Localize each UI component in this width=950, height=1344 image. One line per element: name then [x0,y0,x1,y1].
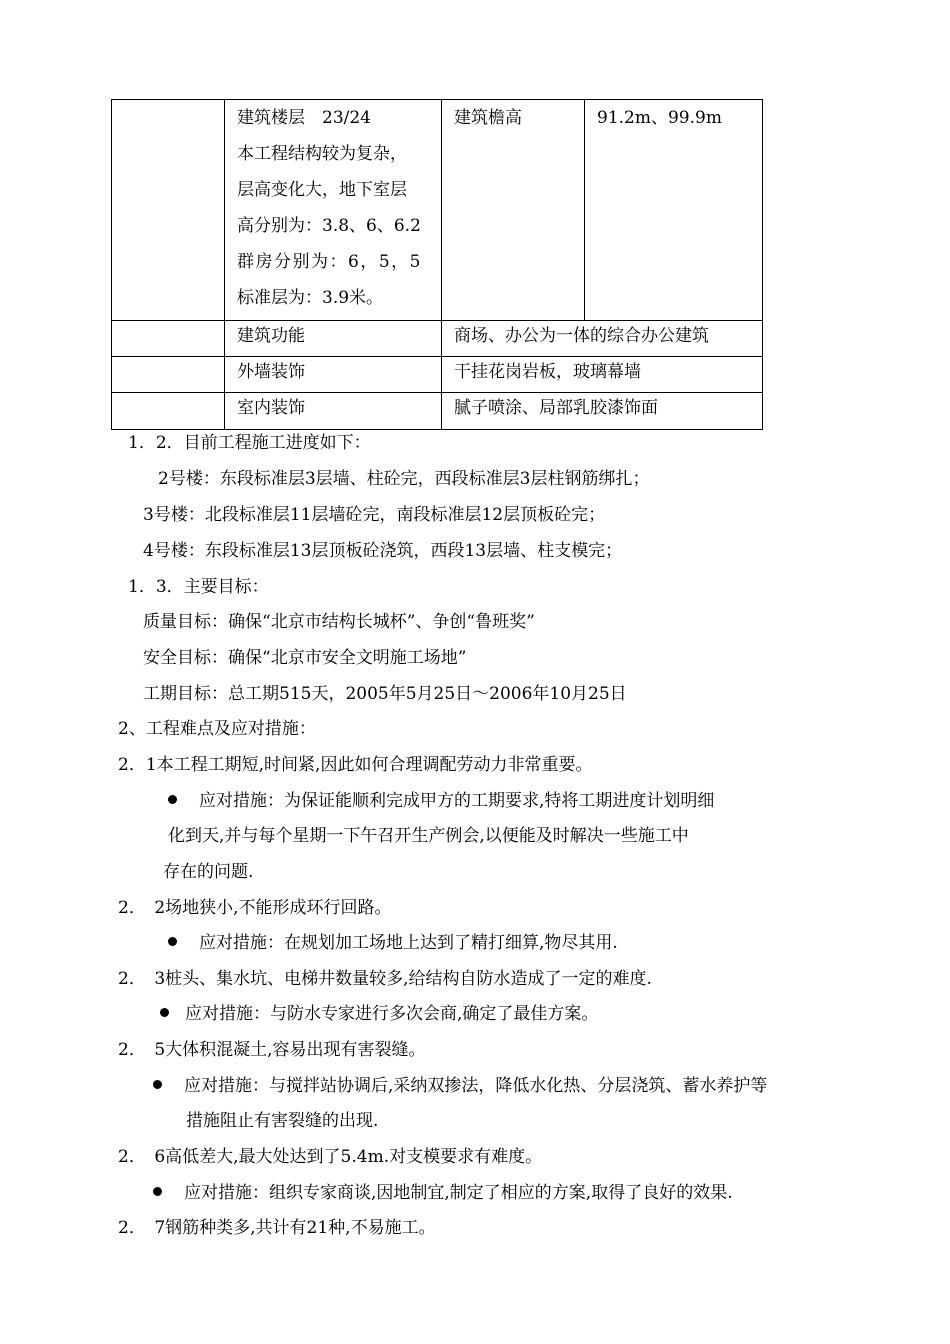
table-cell-empty [112,357,225,393]
section-2-heading: 2、工程难点及应对措施： [118,719,316,739]
measure-2-2-text: 应对措施：在规划加工场地上达到了精打细算,物尽其用. [199,933,618,953]
progress-building-3: 3号楼：北段标准层11层墙砼完，南段标准层12层顶板砼完； [143,505,606,525]
function-label: 建筑功能 [225,321,442,357]
table-cell-empty [112,393,225,430]
floors-cell [225,100,442,321]
bullet-icon [168,937,177,946]
table-cell-empty [112,321,225,357]
difficulty-2-7: 2． 7钢筋种类多,共计有21种,不易施工。 [118,1218,436,1238]
table-row [112,357,763,393]
table-row [112,393,763,430]
difficulty-2-1: 2．1本工程工期短,时间紧,因此如何合理调配劳动力非常重要。 [118,755,593,775]
measure-2-6 [153,1181,733,1205]
quality-goal: 质量目标：确保“北京市结构长城杯”、争创“鲁班奖” [143,612,535,632]
facade-label: 外墙装饰 [225,357,442,393]
measure-2-5 [153,1074,767,1098]
bullet-icon [153,1187,162,1196]
bullet-icon [153,1080,162,1089]
difficulty-2-5: 2． 5大体积混凝土,容易出现有害裂缝。 [118,1040,426,1060]
facade-value: 干挂花岗岩板，玻璃幕墙 [442,357,763,393]
measure-2-1-cont-2: 存在的问题. [163,862,254,882]
difficulty-2-2: 2． 2场地狭小,不能形成环行回路。 [118,898,392,918]
height-value: 91.2m、99.9m [585,100,763,321]
table-row [112,321,763,357]
difficulty-2-3: 2． 3桩头、集水坑、电梯井数量较多,给结构自防水造成了一定的难度. [118,969,652,989]
table-row [112,100,763,321]
schedule-goal: 工期目标：总工期515天，2005年5月25日～2006年10月25日 [143,684,627,704]
measure-2-1-text: 应对措施：为保证能顺利完成甲方的工期要求,特将工期进度计划明细 [199,791,715,811]
measure-2-2 [168,931,618,955]
structure-note-2: 层高变化大，地下室层 [237,180,407,200]
measure-2-1-cont-1: 化到天,并与每个星期一下午召开生产例会,以便能及时解决一些施工中 [168,826,689,846]
interior-value: 腻子喷涂、局部乳胶漆饰面 [442,393,763,430]
table-cell-empty [112,100,225,321]
structure-note-5: 标准层为：3.9米。 [237,288,384,308]
progress-building-2: 2号楼：东段标准层3层墙、柱砼完，西段标准层3层柱钢筋绑扎； [158,469,650,489]
measure-2-5-cont: 措施阻止有害裂缝的出现. [186,1111,379,1131]
measure-2-3-text: 应对措施：与防水专家进行多次会商,确定了最佳方案。 [185,1004,599,1024]
interior-label: 室内装饰 [225,393,442,430]
structure-note-1: 本工程结构较为复杂， [237,144,407,164]
section-1-3-heading: 1．3．主要目标： [128,577,269,597]
structure-note-4: 群房分别为：6，5，5 [237,252,422,272]
project-info-table [111,99,763,430]
function-value: 商场、办公为一体的综合办公建筑 [442,321,763,357]
measure-2-5-text: 应对措施：与搅拌站协调后,采纳双掺法，降低水化热、分层浇筑、蓄水养护等 [184,1076,768,1096]
measure-2-6-text: 应对措施：组织专家商谈,因地制宜,制定了相应的方案,取得了良好的效果. [184,1183,733,1203]
progress-building-4: 4号楼：东段标准层13层顶板砼浇筑，西段13层墙、柱支模完； [143,541,623,561]
section-1-2-heading: 1．2．目前工程施工进度如下： [128,433,371,453]
structure-note-3: 高分别为：3.8、6、6.2 [237,216,421,236]
height-label: 建筑檐高 [442,100,585,321]
bullet-icon [168,795,177,804]
measure-2-1 [168,789,714,813]
difficulty-2-6: 2． 6高低差大,最大处达到了5.4m.对支模要求有难度。 [118,1147,543,1167]
bullet-icon [160,1008,169,1017]
floors-label: 建筑楼层 23/24 [237,108,371,128]
safety-goal: 安全目标：确保“北京市安全文明施工场地” [143,648,467,668]
measure-2-3 [160,1002,598,1026]
